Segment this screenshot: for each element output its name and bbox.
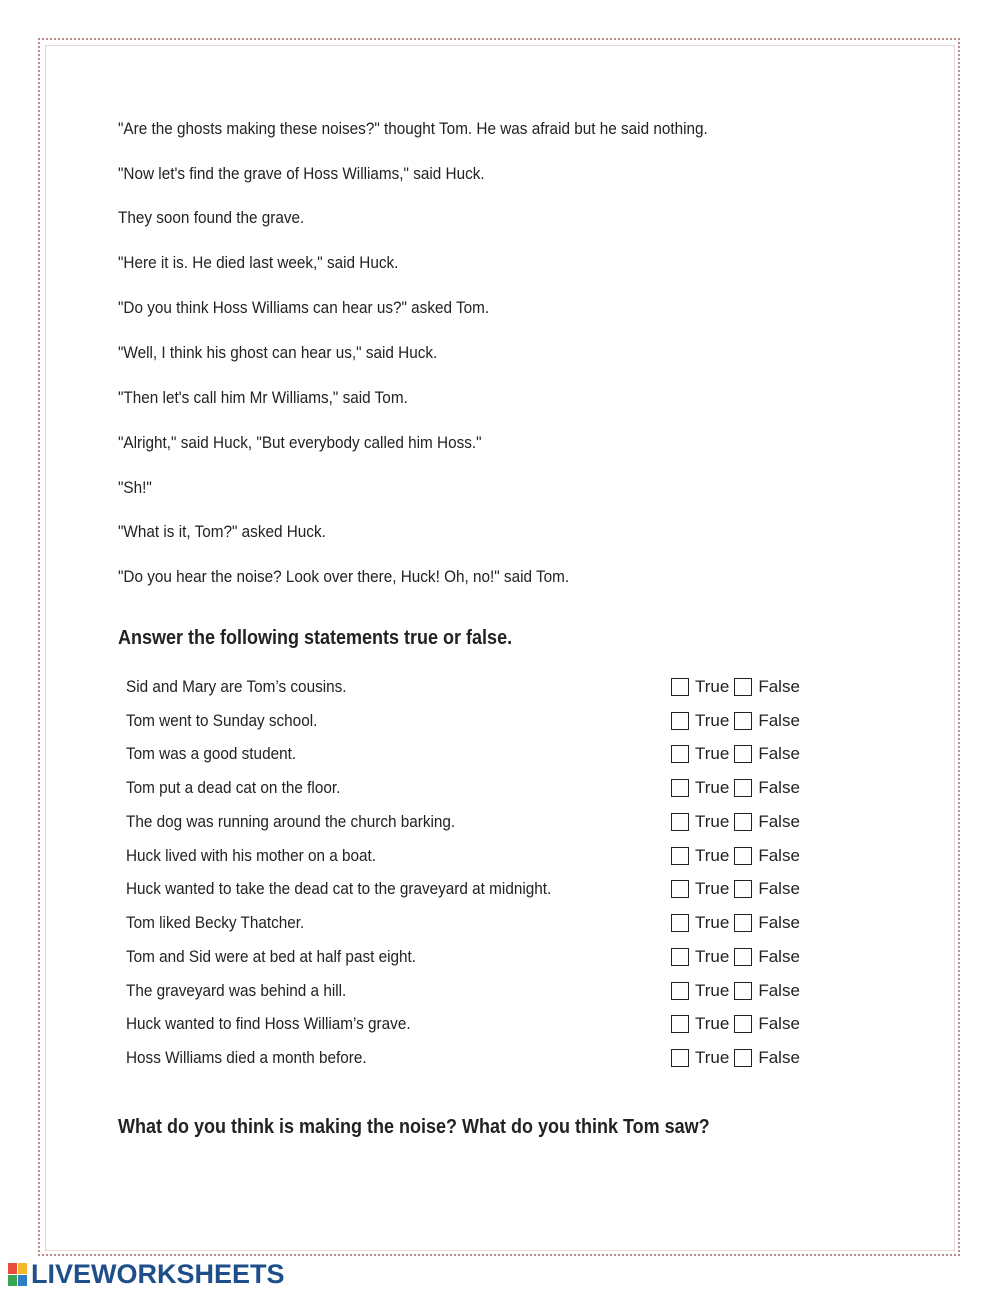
true-checkbox[interactable]	[671, 847, 689, 865]
story-line: They soon found the grave.	[118, 208, 305, 227]
statement: Tom was a good student.	[126, 744, 297, 763]
true-checkbox[interactable]	[671, 779, 689, 797]
false-checkbox[interactable]	[734, 1015, 752, 1033]
true-checkbox[interactable]	[671, 745, 689, 763]
story-line: "Are the ghosts making these noises?" thought Tom. He was afraid but he said nothing.	[118, 119, 708, 138]
false-checkbox[interactable]	[734, 813, 752, 831]
true-label: True	[695, 778, 730, 797]
true-label: True	[695, 812, 730, 831]
true-false-options	[671, 744, 805, 764]
false-checkbox[interactable]	[734, 880, 752, 898]
true-checkbox[interactable]	[671, 1015, 689, 1033]
true-label: True	[695, 744, 730, 763]
false-label: False	[758, 1014, 800, 1033]
true-false-options	[671, 846, 805, 866]
statement: Huck wanted to find Hoss William’s grave.	[126, 1014, 411, 1033]
story-line: "What is it, Tom?" asked Huck.	[118, 522, 326, 541]
statement: Tom went to Sunday school.	[126, 711, 318, 730]
true-false-options	[671, 981, 805, 1001]
false-checkbox[interactable]	[734, 948, 752, 966]
story-line: "Sh!"	[118, 478, 152, 497]
statement: Tom liked Becky Thatcher.	[126, 913, 305, 932]
statement: Huck wanted to take the dead cat to the graveyard at midnight.	[126, 879, 552, 898]
true-checkbox[interactable]	[671, 948, 689, 966]
statement: Tom put a dead cat on the floor.	[126, 778, 341, 797]
false-label: False	[758, 677, 800, 696]
false-checkbox[interactable]	[734, 779, 752, 797]
true-false-options	[671, 1048, 805, 1068]
false-checkbox[interactable]	[734, 914, 752, 932]
true-label: True	[695, 846, 730, 865]
false-label: False	[758, 1048, 800, 1067]
true-checkbox[interactable]	[671, 712, 689, 730]
true-false-options	[671, 947, 805, 967]
true-checkbox[interactable]	[671, 914, 689, 932]
false-checkbox[interactable]	[734, 1049, 752, 1067]
open-question: What do you think is making the noise? What do you think Tom saw?	[118, 1116, 710, 1138]
true-label: True	[695, 1014, 730, 1033]
false-label: False	[758, 711, 800, 730]
false-label: False	[758, 879, 800, 898]
false-label: False	[758, 846, 800, 865]
statement: Tom and Sid were at bed at half past eight.	[126, 947, 417, 966]
true-label: True	[695, 981, 730, 1000]
false-label: False	[758, 778, 800, 797]
false-checkbox[interactable]	[734, 745, 752, 763]
true-false-options	[671, 778, 805, 798]
true-label: True	[695, 711, 730, 730]
logo-text: LIVEWORKSHEETS	[31, 1259, 285, 1289]
true-label: True	[695, 1048, 730, 1067]
false-checkbox[interactable]	[734, 982, 752, 1000]
true-false-options	[671, 913, 805, 933]
true-false-options	[671, 711, 805, 731]
false-label: False	[758, 812, 800, 831]
false-label: False	[758, 947, 800, 966]
statement: Huck lived with his mother on a boat.	[126, 846, 377, 865]
true-label: True	[695, 879, 730, 898]
story-line: "Then let's call him Mr Williams," said Tom.	[118, 388, 408, 407]
liveworksheets-logo	[8, 1259, 285, 1290]
statement: Sid and Mary are Tom’s cousins.	[126, 677, 347, 696]
false-label: False	[758, 981, 800, 1000]
true-label: True	[695, 947, 730, 966]
true-label: True	[695, 677, 730, 696]
false-checkbox[interactable]	[734, 847, 752, 865]
true-false-heading: Answer the following statements true or false.	[118, 627, 513, 649]
true-checkbox[interactable]	[671, 982, 689, 1000]
true-checkbox[interactable]	[671, 813, 689, 831]
false-checkbox[interactable]	[734, 678, 752, 696]
true-false-options	[671, 879, 805, 899]
true-label: True	[695, 913, 730, 932]
statement: The dog was running around the church barking.	[126, 812, 456, 831]
true-checkbox[interactable]	[671, 1049, 689, 1067]
true-checkbox[interactable]	[671, 678, 689, 696]
story-line: "Here it is. He died last week," said Huck.	[118, 253, 399, 272]
true-false-options	[671, 812, 805, 832]
true-checkbox[interactable]	[671, 880, 689, 898]
true-false-options	[671, 1014, 805, 1034]
false-checkbox[interactable]	[734, 712, 752, 730]
story-line: "Do you think Hoss Williams can hear us?" asked Tom.	[118, 298, 490, 317]
logo-icon	[8, 1263, 28, 1287]
false-label: False	[758, 913, 800, 932]
story-line: "Now let's find the grave of Hoss Williams," said Huck.	[118, 164, 485, 183]
statement: The graveyard was behind a hill.	[126, 981, 347, 1000]
story-line: "Alright," said Huck, "But everybody called him Hoss."	[118, 433, 482, 452]
story-line: "Well, I think his ghost can hear us," said Huck.	[118, 343, 438, 362]
true-false-options	[671, 677, 805, 697]
statement: Hoss Williams died a month before.	[126, 1048, 367, 1067]
false-label: False	[758, 744, 800, 763]
story-line: "Do you hear the noise? Look over there, Huck! Oh, no!" said Tom.	[118, 567, 570, 586]
